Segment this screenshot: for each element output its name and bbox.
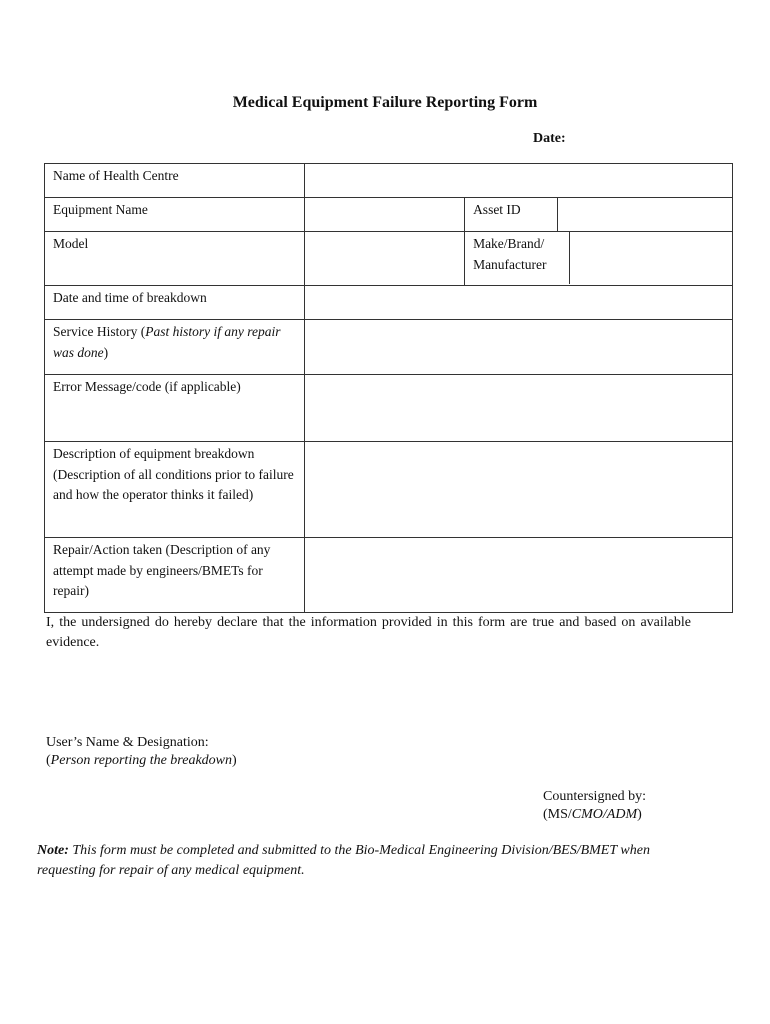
table-row [45, 164, 733, 198]
health-centre-label: Name of Health Centre [45, 164, 305, 198]
service-history-label-text: Service History ( [53, 324, 146, 339]
date-label: Date: [533, 131, 566, 146]
make-brand-field[interactable] [570, 232, 732, 284]
countersign-label: Countersigned by: [543, 789, 647, 804]
make-brand-label-line1: Make/Brand/ [473, 236, 545, 251]
user-name-label: User’s Name & Designation: [46, 735, 209, 750]
service-history-label [45, 320, 305, 375]
error-message-label: Error Message/code (if applicable) [45, 375, 305, 442]
service-history-hint: Past history if any repair was done [53, 324, 281, 360]
equipment-name-label: Equipment Name [45, 198, 305, 232]
repair-action-field[interactable] [304, 538, 732, 613]
asset-id-field[interactable] [558, 198, 733, 232]
table-row [45, 320, 733, 375]
user-name-sublabel [46, 752, 237, 770]
description-label: Description of equipment breakdown (Description of all conditions prior to failure and how the operator thinks it failed) [45, 442, 305, 538]
table-row [45, 442, 733, 538]
countersign-sub-open: (MS/ [543, 807, 572, 822]
table-row [45, 538, 733, 613]
table-row [45, 375, 733, 442]
service-history-suffix: ) [103, 344, 109, 360]
health-centre-field[interactable] [304, 164, 732, 198]
note-body: This form must be completed and submitted to the Bio-Medical Engineering Division/BES/BMET when requesting for repair of any medical equipment. [37, 843, 650, 878]
make-brand-label [465, 232, 570, 284]
declaration-text: I, the undersigned do hereby declare that the information provided in this form are true and based on available evidence. [46, 615, 691, 650]
form-title: Medical Equipment Failure Reporting Form [232, 94, 538, 111]
breakdown-datetime-field[interactable] [304, 286, 732, 320]
error-message-field[interactable] [304, 375, 732, 442]
table-row [45, 198, 733, 232]
user-sub-close: ) [232, 753, 237, 768]
table-row [45, 286, 733, 320]
service-history-field[interactable] [304, 320, 732, 375]
countersign-block [543, 788, 646, 824]
repair-action-label: Repair/Action taken (Description of any attempt made by engineers/BMETs for repair) [45, 538, 305, 613]
description-field[interactable] [304, 442, 732, 538]
asset-id-label: Asset ID [465, 198, 558, 232]
countersign-sub-close: ) [637, 807, 642, 822]
user-signature-block [46, 734, 237, 770]
breakdown-datetime-label: Date and time of breakdown [45, 286, 305, 320]
countersign-sublabel [543, 806, 646, 824]
equipment-name-field[interactable] [304, 198, 464, 232]
user-sub-open: ( [46, 753, 51, 768]
note-text [37, 841, 677, 881]
countersign-sub-hint: CMO/ADM [571, 807, 638, 822]
model-field[interactable] [304, 232, 464, 286]
report-form-table [44, 163, 733, 613]
make-brand-label-line2: Manufacturer [473, 256, 547, 272]
make-brand-cell [465, 232, 733, 286]
table-row [45, 232, 733, 286]
user-sub-hint: Person reporting the breakdown [50, 753, 233, 768]
note-prefix: Note: [37, 843, 69, 858]
model-label: Model [45, 232, 305, 286]
